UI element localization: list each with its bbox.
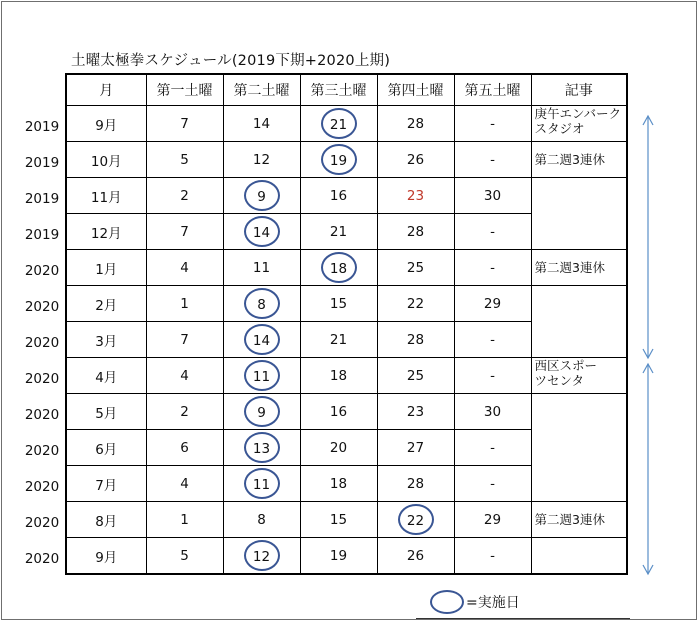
- note-text: スタジオ: [534, 121, 585, 136]
- date-value: 16: [329, 187, 348, 204]
- date-value: 20: [329, 439, 348, 456]
- held-date-marker: 19: [321, 144, 357, 175]
- date-value: -: [490, 367, 495, 384]
- year-label: 2019: [24, 227, 60, 243]
- year-label: 2020: [24, 299, 60, 315]
- date-value: 28: [406, 475, 425, 492]
- legend: [430, 590, 520, 614]
- date-value: 7: [180, 115, 189, 132]
- month-cell: 10月: [66, 142, 146, 178]
- year-label: 2020: [24, 371, 60, 387]
- month-cell: 9月: [66, 106, 146, 142]
- note-text: 西区スポー: [534, 358, 598, 373]
- date-value: -: [490, 259, 495, 276]
- date-value: -: [490, 547, 495, 564]
- month-cell: 8月: [66, 502, 146, 538]
- date-value: -: [490, 151, 495, 168]
- month-cell: 1月: [66, 250, 146, 286]
- date-value: 12: [252, 151, 271, 168]
- date-value: 25: [406, 367, 425, 384]
- month-cell: 2月: [66, 286, 146, 322]
- date-value: 5: [180, 151, 189, 168]
- date-value: 21: [329, 331, 348, 348]
- date-value: 4: [180, 367, 189, 384]
- year-label: 2020: [24, 407, 60, 423]
- date-value: 19: [329, 547, 348, 564]
- held-date-marker: 14: [244, 216, 280, 247]
- year-label: 2020: [24, 335, 60, 351]
- header-third-saturday: 第三土曜: [300, 74, 377, 106]
- year-label: 2020: [24, 515, 60, 531]
- date-value: -: [490, 331, 495, 348]
- date-value: 28: [406, 331, 425, 348]
- month-cell: 11月: [66, 178, 146, 214]
- date-value: 2: [180, 187, 189, 204]
- date-value: -: [490, 223, 495, 240]
- date-value: 22: [406, 295, 425, 312]
- date-value: 1: [180, 511, 189, 528]
- date-value: 28: [406, 223, 425, 240]
- date-value: 14: [252, 115, 271, 132]
- divider: [416, 618, 630, 619]
- date-value: 23: [406, 403, 425, 420]
- note-cell: 第二週3連休: [531, 502, 627, 538]
- date-value: 4: [180, 259, 189, 276]
- held-date-marker: 8: [244, 288, 280, 319]
- month-cell: 9月: [66, 538, 146, 575]
- date-value: 4: [180, 475, 189, 492]
- date-value: 25: [406, 259, 425, 276]
- note-text: ツセンタ: [534, 373, 585, 388]
- date-value: 15: [329, 511, 348, 528]
- month-cell: 6月: [66, 430, 146, 466]
- held-date-marker: 14: [244, 324, 280, 355]
- held-date-marker: 22: [398, 504, 434, 535]
- month-cell: 5月: [66, 394, 146, 430]
- note-cell: 第二週3連休: [531, 250, 627, 286]
- date-value: 15: [329, 295, 348, 312]
- month-cell: 12月: [66, 214, 146, 250]
- date-value: 16: [329, 403, 348, 420]
- date-value: 18: [329, 475, 348, 492]
- month-cell: 3月: [66, 322, 146, 358]
- date-value: 1: [180, 295, 189, 312]
- date-value: 26: [406, 547, 425, 564]
- held-date-marker: 13: [244, 432, 280, 463]
- year-label: 2020: [24, 263, 60, 279]
- header-second-saturday: 第二土曜: [223, 74, 300, 106]
- month-cell: 7月: [66, 466, 146, 502]
- year-label: 2020: [24, 443, 60, 459]
- held-date-marker: 21: [321, 108, 357, 139]
- date-value: 11: [252, 259, 271, 276]
- header-month: 月: [66, 74, 146, 106]
- held-date-marker: 11: [244, 468, 280, 499]
- held-date-marker: 11: [244, 360, 280, 391]
- circle-marker-icon: [430, 590, 464, 614]
- note-text: 庚午エンバーク: [534, 106, 622, 121]
- year-label: 2020: [24, 551, 60, 567]
- year-label: 2019: [24, 119, 60, 135]
- date-value: 28: [406, 115, 425, 132]
- legend-label: =実施日: [466, 595, 520, 611]
- held-date-marker: 9: [244, 396, 280, 427]
- date-value: 29: [483, 511, 502, 528]
- year-label: 2020: [24, 479, 60, 495]
- month-cell: 4月: [66, 358, 146, 394]
- held-date-marker: 9: [244, 180, 280, 211]
- date-value: 5: [180, 547, 189, 564]
- date-value: 30: [483, 403, 502, 420]
- held-date-marker: 18: [321, 252, 357, 283]
- year-label: 2019: [24, 155, 60, 171]
- date-value: 7: [180, 331, 189, 348]
- held-date-marker: 12: [244, 540, 280, 571]
- year-label: 2019: [24, 191, 60, 207]
- date-value: -: [490, 115, 495, 132]
- note-cell: 第二週3連休: [531, 142, 627, 178]
- date-value: 30: [483, 187, 502, 204]
- date-value: 6: [180, 439, 189, 456]
- header-fourth-saturday: 第四土曜: [377, 74, 454, 106]
- date-value: 8: [257, 511, 266, 528]
- date-value: 23: [406, 187, 425, 204]
- date-value: 21: [329, 223, 348, 240]
- date-value: 7: [180, 223, 189, 240]
- date-value: 29: [483, 295, 502, 312]
- page-title: 土曜太極拳スケジュール(2019下期+2020上期): [71, 53, 391, 69]
- date-value: 2: [180, 403, 189, 420]
- header-notes: 記事: [531, 74, 627, 106]
- date-value: -: [490, 439, 495, 456]
- header-first-saturday: 第一土曜: [146, 74, 223, 106]
- date-value: 26: [406, 151, 425, 168]
- date-value: 27: [406, 439, 425, 456]
- date-value: 18: [329, 367, 348, 384]
- date-value: -: [490, 475, 495, 492]
- header-fifth-saturday: 第五土曜: [454, 74, 531, 106]
